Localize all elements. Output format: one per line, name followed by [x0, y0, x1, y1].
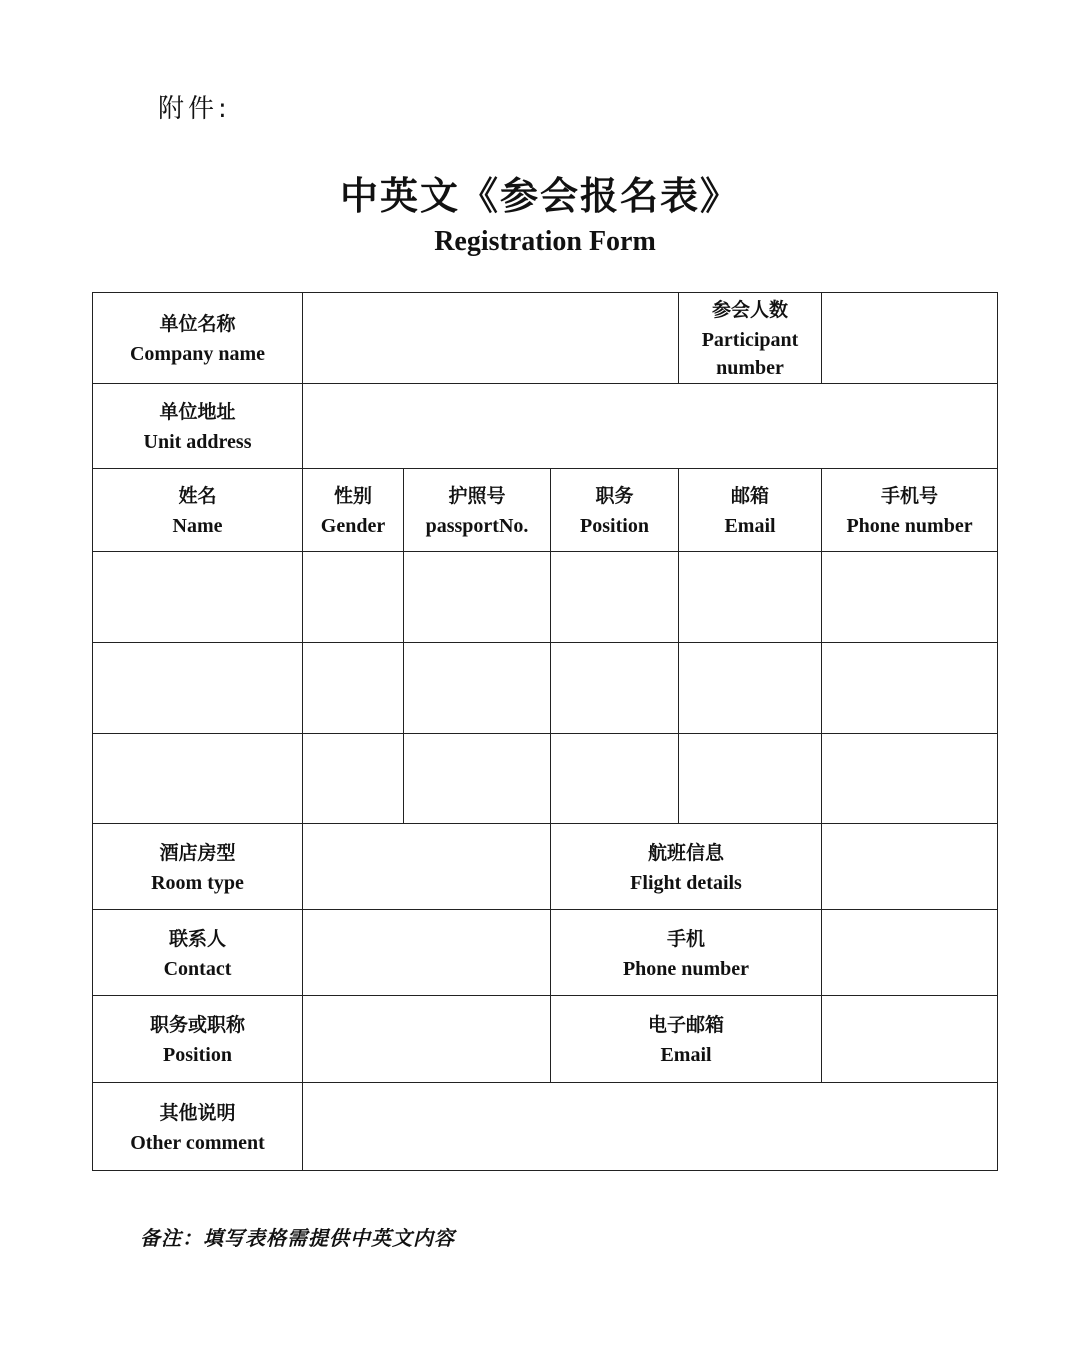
header-gender [303, 469, 404, 552]
attendee-header-row [93, 469, 998, 552]
phone-number-field[interactable] [822, 910, 998, 996]
attendee-passport-cell[interactable] [404, 552, 551, 643]
attendee-name-cell[interactable] [93, 552, 303, 643]
flight-details-label-en: Flight details [630, 871, 742, 894]
attendee-email-cell[interactable] [679, 734, 822, 824]
company-name-label [93, 293, 303, 384]
position-field[interactable] [303, 996, 551, 1083]
company-name-label-en: Company name [129, 343, 265, 365]
contact-phone-row [93, 910, 998, 996]
flight-details-field[interactable] [822, 824, 998, 910]
header-gender-cn: 性别 [333, 485, 372, 507]
header-email-en: Email [724, 515, 776, 537]
other-comment-label [93, 1083, 303, 1171]
address-row [93, 384, 998, 469]
header-name [93, 469, 303, 552]
company-row [93, 293, 998, 384]
header-passport [404, 469, 551, 552]
attendee-passport-cell[interactable] [404, 734, 551, 824]
footnote: 备注：填写表格需提供中英文内容 [140, 1226, 455, 1250]
attendee-email-cell[interactable] [679, 552, 822, 643]
header-passport-en: passportNo. [425, 515, 529, 537]
header-name-cn: 姓名 [178, 485, 217, 507]
room-flight-row [93, 824, 998, 910]
company-name-label-cn: 单位名称 [159, 313, 236, 335]
attendee-phone-cell[interactable] [822, 643, 998, 734]
flight-details-label [551, 824, 822, 910]
email-label-en: Email [660, 1044, 712, 1066]
header-position-cn: 职务 [595, 485, 634, 507]
room-type-field[interactable] [303, 824, 551, 910]
attachment-label: 附件: [158, 94, 231, 124]
position-label-cn: 职务或职称 [149, 1014, 245, 1036]
header-name-en: Name [172, 515, 223, 537]
header-phone-en: Phone number [846, 515, 973, 537]
participant-number-label-cn: 参会人数 [712, 299, 789, 321]
attendee-row [93, 643, 998, 734]
header-position [551, 469, 679, 552]
other-comment-row [93, 1083, 998, 1171]
unit-address-label-en: Unit address [143, 431, 252, 453]
attendee-passport-cell[interactable] [404, 643, 551, 734]
other-comment-label-en: Other comment [130, 1131, 265, 1154]
header-email [679, 469, 822, 552]
attendee-name-cell[interactable] [93, 643, 303, 734]
attendee-row [93, 552, 998, 643]
participant-number-label-en: Participant number [701, 329, 799, 379]
room-type-label-cn: 酒店房型 [159, 841, 236, 864]
position-label-en: Position [163, 1044, 232, 1066]
flight-details-label-cn: 航班信息 [648, 841, 725, 864]
attendee-position-cell[interactable] [551, 552, 679, 643]
email-field[interactable] [822, 996, 998, 1083]
form-title-chinese: 中英文《参会报名表》 [339, 174, 740, 218]
attendee-phone-cell[interactable] [822, 734, 998, 824]
position-email-row [93, 996, 998, 1083]
header-phone-cn: 手机号 [881, 485, 939, 507]
header-email-cn: 邮箱 [731, 485, 770, 507]
contact-field[interactable] [303, 910, 551, 996]
room-type-label [93, 824, 303, 910]
attendee-phone-cell[interactable] [822, 552, 998, 643]
participant-number-label [679, 293, 822, 384]
position-label [93, 996, 303, 1083]
unit-address-label [93, 384, 303, 469]
phone-number-label [551, 910, 822, 996]
other-comment-field[interactable] [303, 1083, 998, 1171]
attendee-email-cell[interactable] [679, 643, 822, 734]
attendee-gender-cell[interactable] [303, 552, 404, 643]
attendee-gender-cell[interactable] [303, 643, 404, 734]
attendee-position-cell[interactable] [551, 643, 679, 734]
attendee-position-cell[interactable] [551, 734, 679, 824]
unit-address-label-cn: 单位地址 [159, 401, 236, 423]
header-passport-cn: 护照号 [448, 485, 506, 507]
header-gender-en: Gender [320, 515, 386, 537]
email-label [551, 996, 822, 1083]
contact-label [93, 910, 303, 996]
company-name-field[interactable] [303, 293, 679, 384]
unit-address-field[interactable] [303, 384, 998, 469]
email-label-cn: 电子邮箱 [648, 1014, 725, 1036]
form-title-english: Registration Form [434, 226, 656, 257]
contact-label-cn: 联系人 [168, 927, 226, 950]
registration-table [92, 292, 998, 1171]
room-type-label-en: Room type [151, 871, 244, 894]
attendee-row [93, 734, 998, 824]
header-position-en: Position [580, 515, 649, 537]
contact-label-en: Contact [163, 957, 232, 980]
other-comment-label-cn: 其他说明 [159, 1101, 236, 1124]
phone-number-label-en: Phone number [622, 957, 750, 980]
header-phone [822, 469, 998, 552]
attendee-gender-cell[interactable] [303, 734, 404, 824]
participant-number-field[interactable] [822, 293, 998, 384]
attendee-name-cell[interactable] [93, 734, 303, 824]
phone-number-label-cn: 手机 [667, 927, 706, 950]
